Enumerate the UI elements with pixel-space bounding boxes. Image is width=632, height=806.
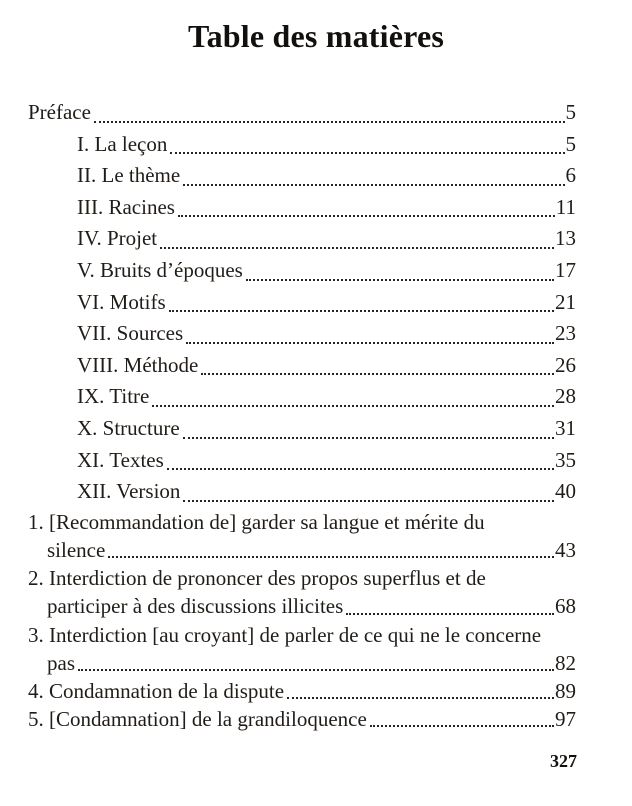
toc-entry-label: I. La leçon xyxy=(77,131,168,156)
toc-entry-page-number: 35 xyxy=(555,447,576,472)
dot-leader xyxy=(166,287,555,319)
toc-entry-page-number: 5 xyxy=(565,100,576,124)
toc-entry-line xyxy=(77,223,576,255)
toc-entry xyxy=(28,129,576,161)
toc-entry-wrapped-text: 2. Interdiction de prononcer des propos superflus et de xyxy=(28,566,486,591)
toc-entry xyxy=(28,350,576,382)
toc-entry-page-number: 21 xyxy=(555,289,576,314)
toc-entry xyxy=(28,705,576,733)
dot-leader xyxy=(75,649,555,677)
toc-entry-line xyxy=(77,445,576,477)
toc-entry-label: participer à des discussions illicites xyxy=(47,594,344,619)
toc-entry-line xyxy=(77,413,576,445)
toc-entry-label: IV. Projet xyxy=(77,226,158,251)
toc-entry-page-number: 82 xyxy=(555,650,576,675)
toc-entry-line xyxy=(28,97,576,129)
toc-entry-label: 5. [Condamnation] de la grandiloquence xyxy=(28,707,367,732)
dot-leader xyxy=(91,97,566,129)
toc-entry-line xyxy=(77,129,576,161)
toc-entry-page-number: 43 xyxy=(555,537,576,562)
toc-entry xyxy=(28,621,576,677)
toc-entry-page-number: 97 xyxy=(555,707,576,732)
toc-entry xyxy=(28,318,576,350)
toc-entry-wrapped-text: 1. [Recommandation de] garder sa langue et mérite du xyxy=(28,509,485,534)
toc-entry-line xyxy=(77,350,576,382)
toc-entry-label: Préface xyxy=(28,100,91,124)
dot-leader xyxy=(105,536,555,564)
toc-entry-page-number: 89 xyxy=(555,678,576,703)
table-of-contents xyxy=(28,97,576,733)
toc-entry-page-number: 68 xyxy=(555,594,576,619)
page-title: Table des matières xyxy=(187,18,445,54)
dot-leader xyxy=(367,705,555,733)
toc-entry-label: X. Structure xyxy=(77,415,180,440)
toc-entry-line xyxy=(77,255,576,287)
toc-entry-label: VII. Sources xyxy=(77,321,184,346)
toc-entry-page-number: 13 xyxy=(555,226,576,251)
toc-entry-line xyxy=(77,318,576,350)
dot-leader xyxy=(284,677,555,705)
toc-entry xyxy=(28,192,576,224)
toc-entry-page-number: 11 xyxy=(555,194,576,219)
toc-entry xyxy=(28,223,576,255)
toc-entry-label: IX. Titre xyxy=(77,384,150,409)
dot-leader xyxy=(198,350,555,382)
dot-leader xyxy=(243,255,555,287)
folio-page-number: 327 xyxy=(550,751,577,771)
toc-entry xyxy=(28,508,576,564)
toc-entry-line xyxy=(28,649,576,677)
toc-entry-label: XI. Textes xyxy=(77,447,164,472)
toc-entry-page-number: 31 xyxy=(555,415,576,440)
toc-entry xyxy=(28,476,576,508)
toc-entry-line xyxy=(28,677,576,705)
toc-entry xyxy=(28,564,576,620)
toc-entry-page-number: 23 xyxy=(555,321,576,346)
toc-entry-label: V. Bruits d’époques xyxy=(77,257,243,282)
toc-entry-page-number: 5 xyxy=(565,131,576,156)
dot-leader xyxy=(180,160,565,192)
toc-entry-label: silence xyxy=(47,537,106,562)
toc-entry-label: pas xyxy=(47,650,75,675)
toc-entry-label: II. Le thème xyxy=(77,163,181,188)
toc-entry-line xyxy=(77,476,576,508)
toc-entry-label: VI. Motifs xyxy=(77,289,166,314)
dot-leader xyxy=(180,413,555,445)
toc-entry-line xyxy=(77,381,576,413)
dot-leader xyxy=(149,381,555,413)
dot-leader xyxy=(164,445,555,477)
dot-leader xyxy=(180,476,555,508)
toc-entry-line xyxy=(28,536,576,564)
toc-entry-page-number: 17 xyxy=(555,257,576,282)
toc-entry-line xyxy=(77,287,576,319)
toc-entry-page-number: 6 xyxy=(565,163,576,188)
toc-entry xyxy=(28,255,576,287)
toc-entry xyxy=(28,287,576,319)
toc-entry-page-number: 40 xyxy=(555,479,576,504)
toc-entry-line xyxy=(77,160,576,192)
dot-leader xyxy=(183,318,555,350)
toc-entry-line xyxy=(77,192,576,224)
toc-entry xyxy=(28,97,576,129)
toc-entry xyxy=(28,381,576,413)
toc-entry-line xyxy=(28,592,576,620)
toc-entry-wrapped-text: 3. Interdiction [au croyant] de parler de ce qui ne le concerne xyxy=(28,622,542,647)
dot-leader xyxy=(343,592,555,620)
toc-entry xyxy=(28,160,576,192)
toc-entry-label: 4. Condamnation de la dispute xyxy=(28,678,285,703)
dot-leader xyxy=(157,223,555,255)
toc-entry-page-number: 26 xyxy=(555,352,576,377)
toc-entry xyxy=(28,445,576,477)
toc-entry-page-number: 28 xyxy=(555,384,576,409)
dot-leader xyxy=(175,192,556,224)
toc-entry-line xyxy=(28,705,576,733)
toc-entry xyxy=(28,677,576,705)
toc-entry-label: III. Racines xyxy=(77,194,175,219)
toc-entry-label: XII. Version xyxy=(77,479,181,504)
dot-leader xyxy=(167,129,565,161)
toc-entry-label: VIII. Méthode xyxy=(77,352,199,377)
toc-entry xyxy=(28,413,576,445)
